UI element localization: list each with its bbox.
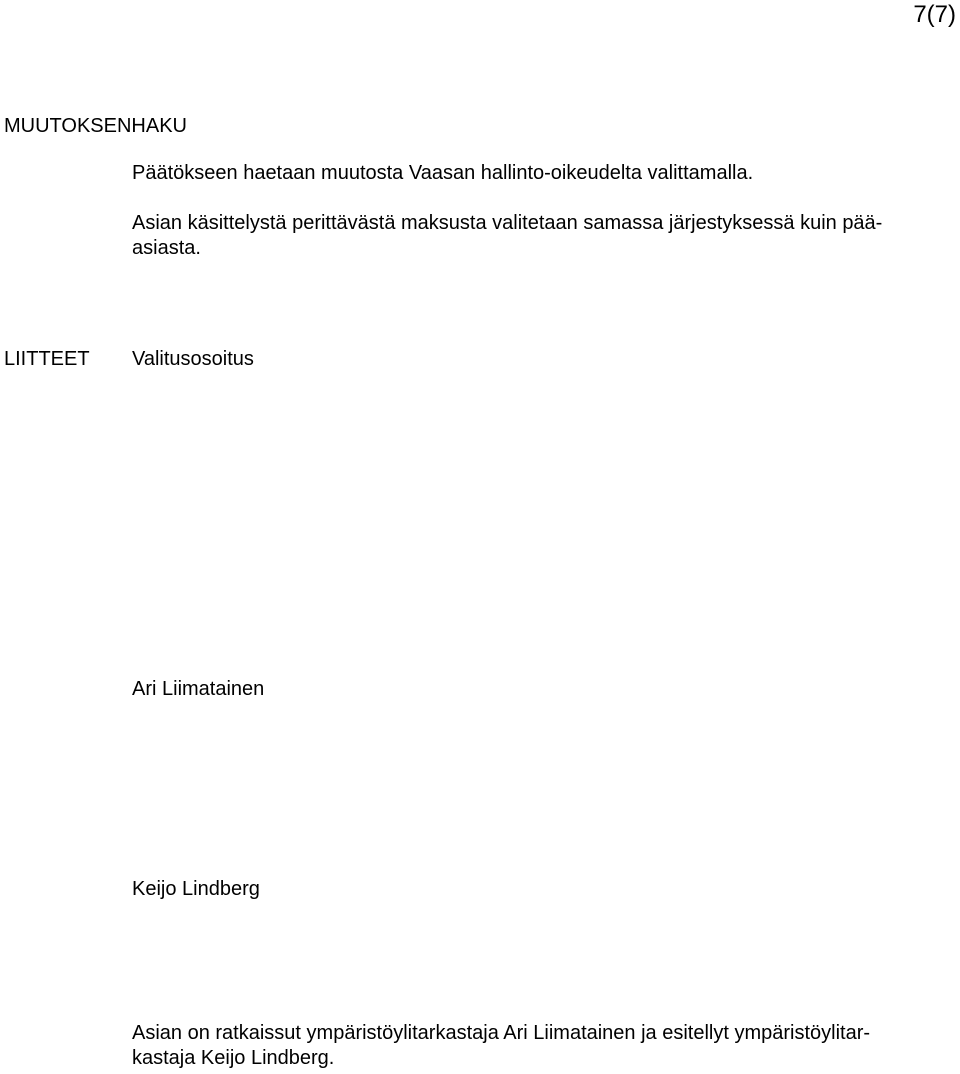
appeal-paragraph-2-line-2: asiasta. — [132, 237, 201, 259]
appeal-paragraph-2 — [132, 211, 952, 261]
appeal-heading: MUUTOKSENHAKU — [4, 115, 187, 137]
attachments-heading: LIITTEET — [4, 348, 90, 370]
decision-note-line-1: Asian on ratkaissut ympäristöylitarkastaja Ari Liimatainen ja esitellyt ympäristöylitar- — [132, 1022, 871, 1044]
appeal-paragraph-1: Päätökseen haetaan muutosta Vaasan hallinto-oikeudelta valittamalla. — [132, 162, 754, 184]
decision-note-line-2: kastaja Keijo Lindberg. — [132, 1047, 335, 1069]
appeal-paragraph-2-line-1: Asian käsittelystä perittävästä maksusta valitetaan samassa järjestyksessä kuin pää- — [132, 212, 883, 234]
decision-note — [132, 1021, 952, 1071]
attachment-item: Valitusosoitus — [132, 348, 254, 370]
signer-2-name: Keijo Lindberg — [132, 878, 260, 900]
page-number: 7(7) — [913, 1, 956, 28]
signer-1-name: Ari Liimatainen — [132, 678, 265, 700]
